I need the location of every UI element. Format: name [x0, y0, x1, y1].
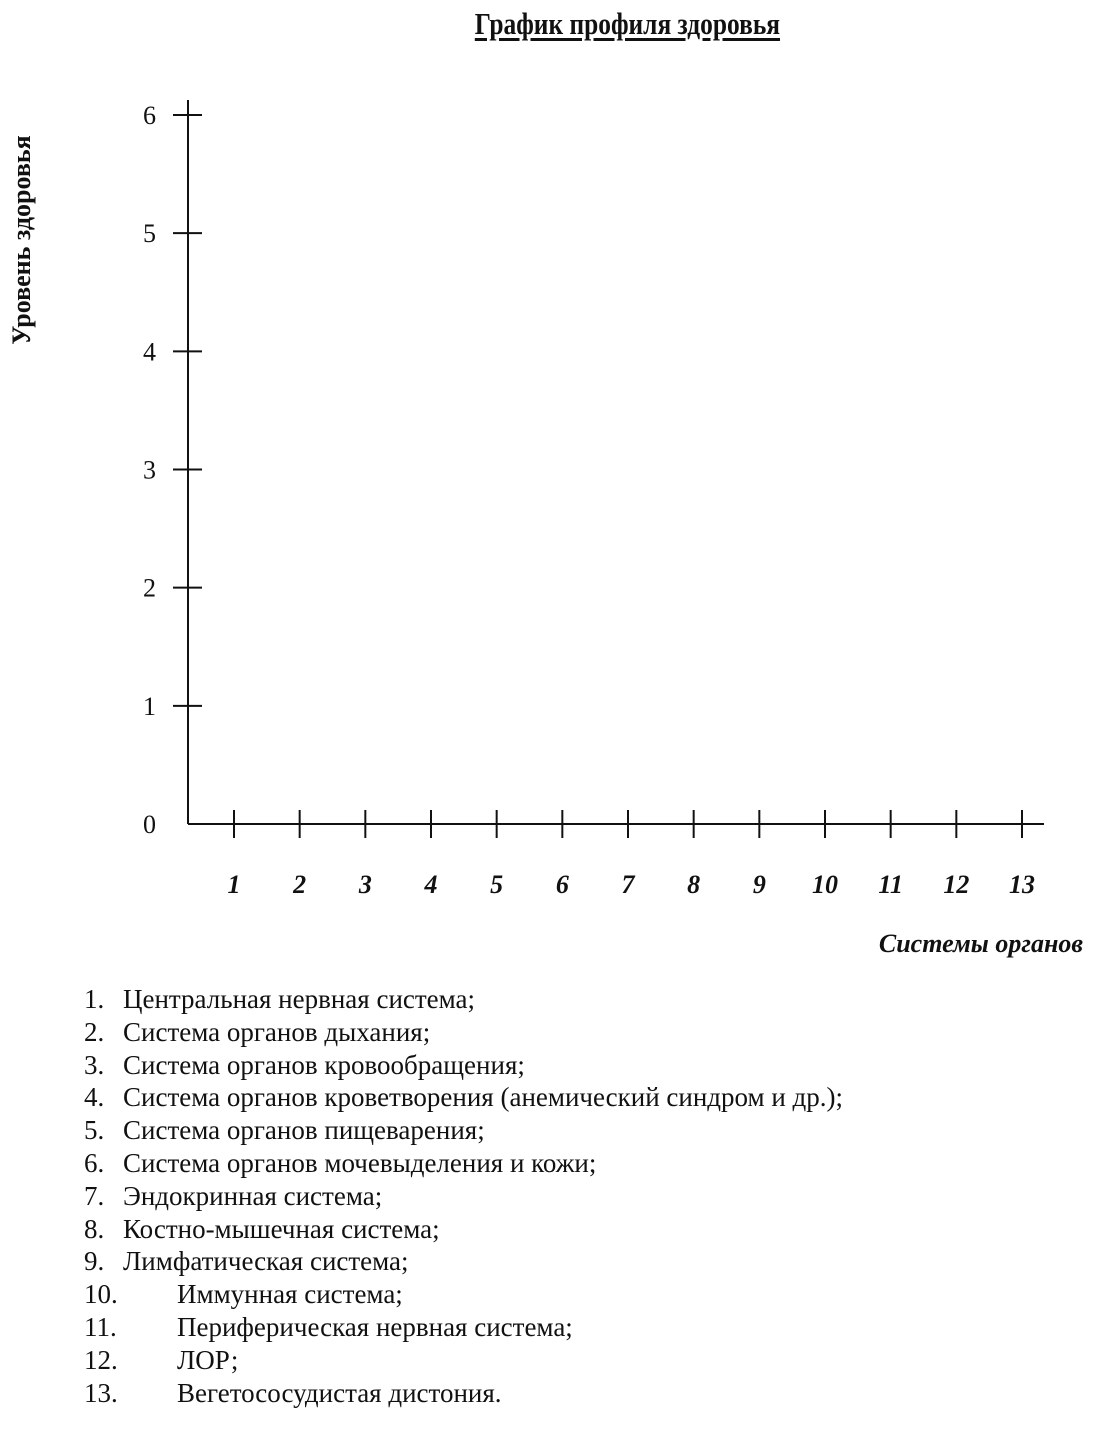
y-tick-label: 4 [143, 337, 156, 367]
legend-item-text: Система органов кровообращения; [123, 1049, 525, 1080]
legend-item-text: Система органов кроветворения (анемический синдром и др.); [123, 1082, 844, 1113]
y-tick-label: 0 [143, 810, 156, 839]
legend-item [84, 1016, 843, 1049]
legend-item-number: 11. [84, 1311, 117, 1342]
legend-item-number: 10. [84, 1279, 118, 1310]
legend-item-text: Система органов дыхания; [123, 1016, 431, 1047]
legend-item [84, 1278, 843, 1311]
legend-item [84, 1049, 843, 1082]
x-tick-label: 11 [878, 870, 903, 899]
x-tick-label: 9 [752, 870, 766, 899]
legend-item [84, 1180, 843, 1213]
legend-item [84, 1147, 843, 1180]
legend-item-text: Система органов пищеварения; [123, 1115, 485, 1146]
legend-item-text: Эндокринная система; [123, 1180, 383, 1211]
x-tick-label: 3 [358, 870, 372, 899]
legend-item-number: 3. [84, 1049, 105, 1080]
organ-systems-legend [84, 983, 843, 1409]
legend-item [84, 1245, 843, 1278]
x-tick-label: 5 [490, 870, 504, 899]
legend-item-text: Иммунная система; [177, 1279, 403, 1310]
legend-item [84, 1213, 843, 1246]
y-tick-label: 3 [143, 455, 156, 485]
legend-item-number: 4. [84, 1082, 105, 1113]
legend-item-text: ЛОР; [177, 1344, 239, 1375]
legend-item-number: 12. [84, 1344, 118, 1375]
legend-item-number: 1. [84, 984, 105, 1014]
legend-item [84, 1311, 843, 1344]
legend-item-text: Система органов мочевыделения и кожи; [123, 1147, 597, 1178]
x-tick-label: 6 [555, 870, 569, 899]
legend-item-text: Вегетососудистая дистония. [177, 1377, 502, 1408]
legend-item [84, 1344, 843, 1377]
legend-item [84, 1114, 843, 1147]
legend-item-number: 2. [84, 1016, 105, 1047]
y-tick-label: 1 [143, 691, 156, 721]
legend-item [84, 983, 843, 1016]
x-tick-label: 8 [687, 870, 701, 899]
x-tick-label: 4 [424, 870, 438, 899]
x-tick-label: 12 [943, 870, 970, 899]
x-tick-label: 7 [621, 870, 635, 899]
y-axis-label: Уровень здоровья [7, 135, 36, 345]
x-tick-label: 1 [227, 870, 241, 899]
legend-item-number: 8. [84, 1213, 105, 1244]
legend-item-number: 6. [84, 1147, 105, 1178]
legend-item [84, 1081, 843, 1114]
y-tick-label: 5 [143, 219, 156, 249]
legend-item [84, 1377, 843, 1410]
x-axis-label: Системы органов [878, 929, 1083, 958]
y-tick-label: 6 [143, 101, 156, 130]
legend-item-number: 5. [84, 1115, 105, 1146]
legend-item-number: 13. [84, 1377, 118, 1408]
legend-item-text: Костно-мышечная система; [123, 1213, 440, 1244]
legend-item-number: 9. [84, 1246, 105, 1277]
x-tick-label: 2 [293, 870, 307, 899]
legend-item-text: Центральная нервная система; [123, 984, 476, 1014]
x-tick-label: 10 [812, 870, 838, 899]
y-tick-label: 2 [143, 573, 156, 603]
legend-item-text: Периферическая нервная система; [177, 1311, 573, 1342]
x-tick-label: 13 [1009, 870, 1035, 899]
page-title: График профиля здоровья [474, 6, 781, 41]
legend-item-number: 7. [84, 1180, 105, 1211]
legend-item-text: Лимфатическая система; [123, 1246, 409, 1277]
